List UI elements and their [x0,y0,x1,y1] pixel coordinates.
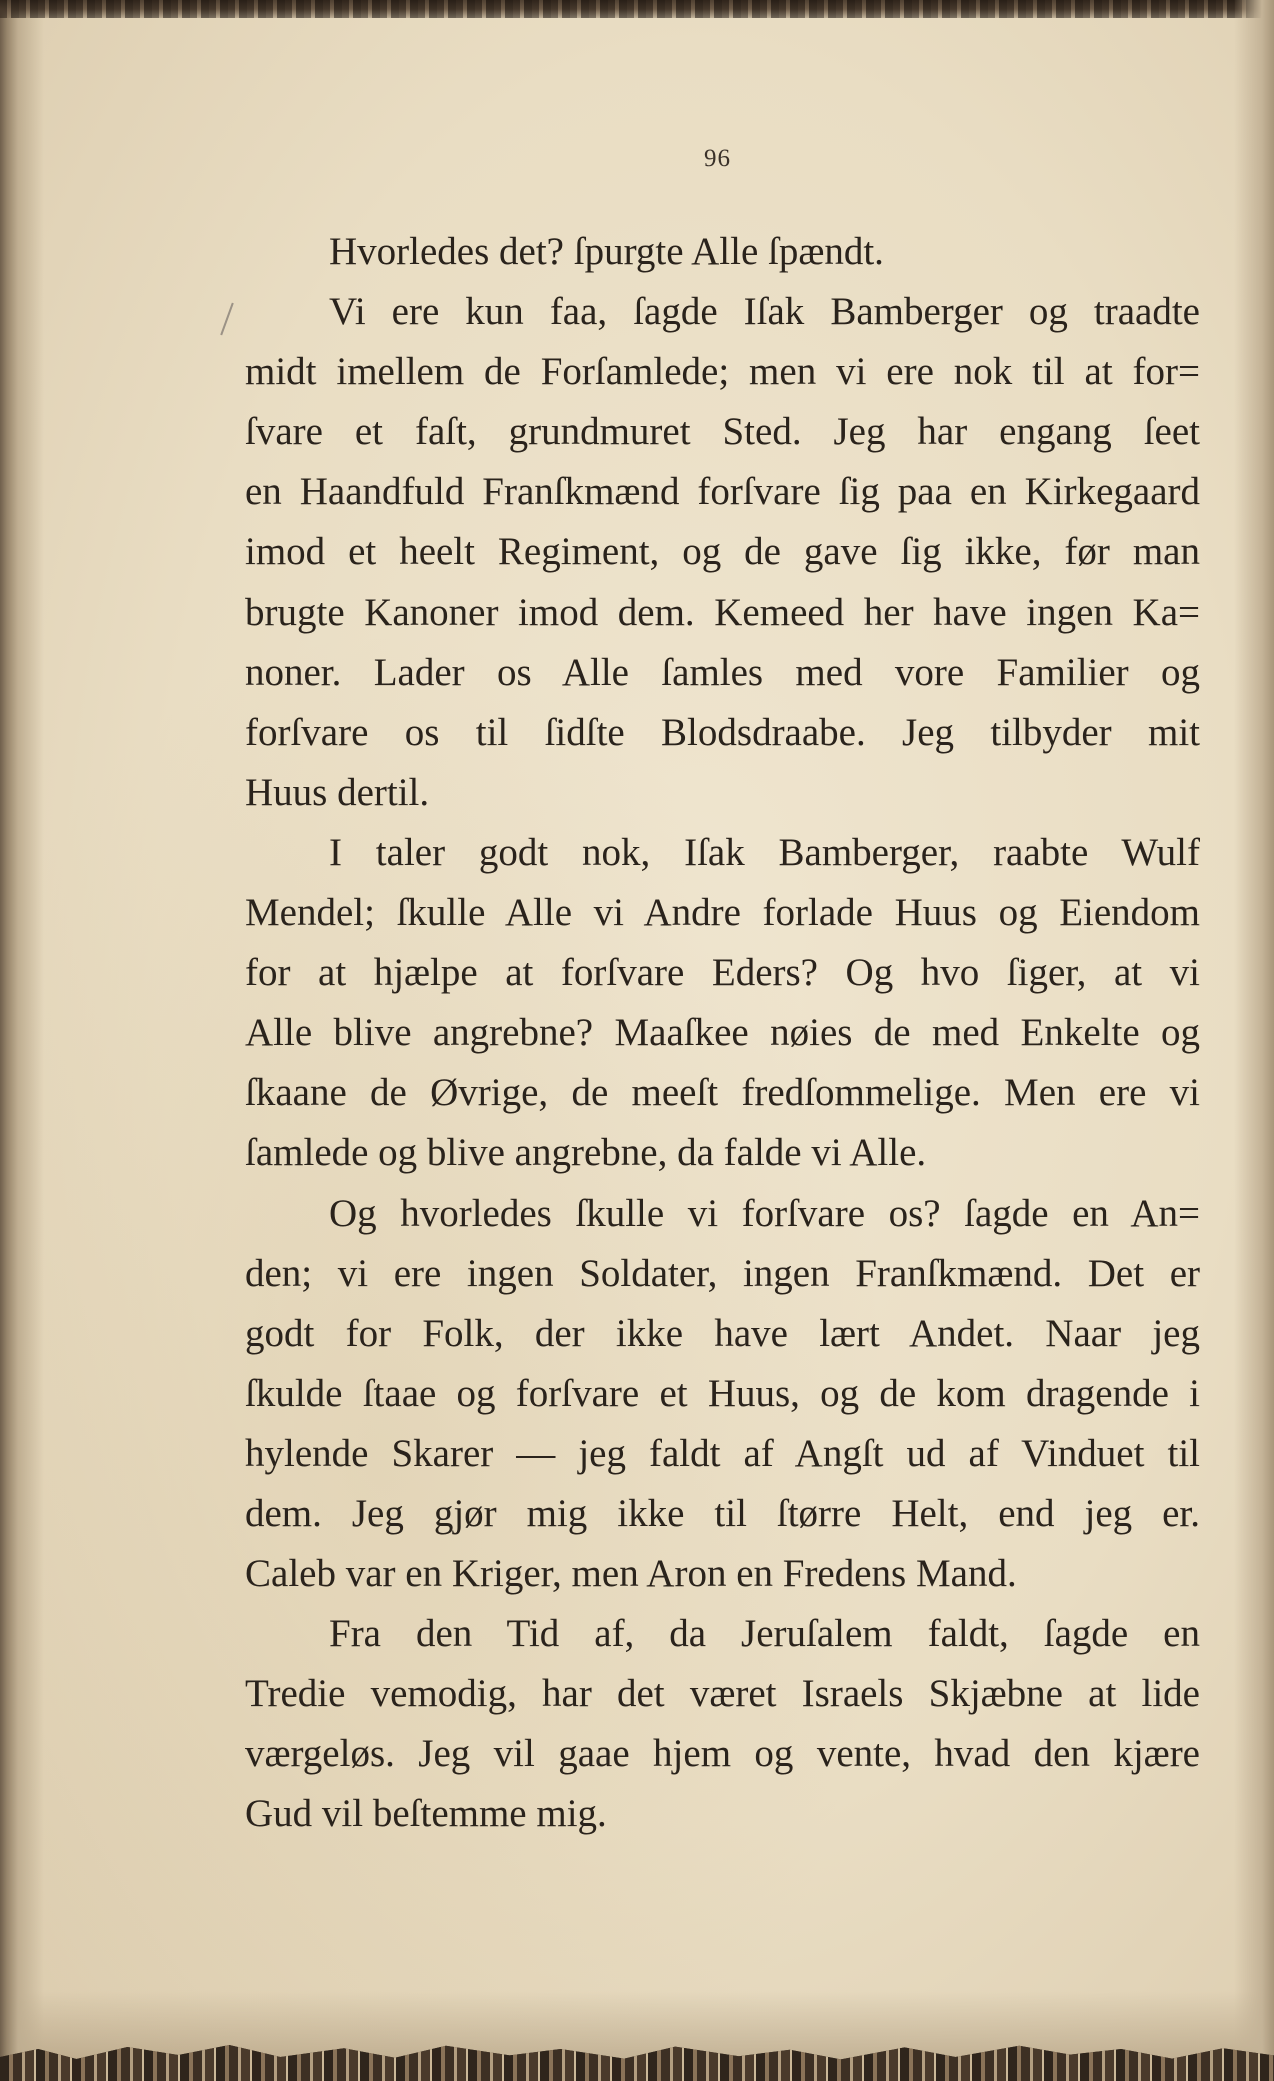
text-line: brugte Kanoner imod dem. Kemeed her have ingen Ka= [245,590,1200,634]
text-line: Alle blive angrebne? Maaſkee nøies de med Enkelte og [245,1011,1200,1055]
text-line: ſamlede og blive angrebne, da falde vi Alle. [245,1131,927,1175]
page-right-edge [1234,0,1274,2081]
paragraph-1 [245,222,1200,282]
text-line: Og hvorledes ſkulle vi forſvare os? ſagde en An= [329,1191,1200,1235]
text-line: Mendel; ſkulle Alle vi Andre forlade Huus og Eiendom [245,891,1200,935]
paragraph-3 [245,823,1200,1184]
text-line: en Haandfuld Franſkmænd forſvare ſig paa en Kirkegaard [245,470,1200,514]
text-line: imod et heelt Regiment, og de gave ſig ikke, før man [245,530,1200,574]
page-binding-shadow [0,0,44,2081]
text-line: den; vi ere ingen Soldater, ingen Franſkmænd. Det er [245,1251,1200,1295]
text-line: ſvare et faſt, grundmuret Sted. Jeg har engang ſeet [245,410,1200,454]
page-number: 96 [704,145,731,172]
page-top-edge [0,0,1274,18]
text-line: ſkulde ſtaae og forſvare et Huus, og de kom dragende i [245,1371,1200,1415]
text-line: Huus dertil. [245,770,430,814]
text-line: Caleb var en Kriger, men Aron en Fredens Mand. [245,1552,1017,1596]
text-line: Tredie vemodig, har det været Israels Skjæbne at lide [245,1672,1200,1716]
pencil-margin-mark [220,303,234,336]
text-line: Vi ere kun faa, ſagde Iſak Bamberger og traadte [329,290,1200,334]
text-line: for at hjælpe at forſvare Eders? Og hvo ſiger, at vi [245,951,1200,995]
paragraph-2 [245,282,1200,823]
paragraph-5 [245,1604,1200,1844]
text-line: Gud vil beſtemme mig. [245,1792,607,1836]
text-line: ſkaane de Øvrige, de meeſt fredſommelige. Men ere vi [245,1071,1200,1115]
paragraph-4 [245,1184,1200,1605]
text-line: midt imellem de Forſamlede; men vi ere nok til at for= [245,350,1200,394]
text-line: dem. Jeg gjør mig ikke til ſtørre Helt, end jeg er. [245,1491,1200,1535]
text-line: Fra den Tid af, da Jeruſalem faldt, ſagde en [329,1612,1200,1656]
text-line: værgeløs. Jeg vil gaae hjem og vente, hvad den kjære [245,1732,1200,1776]
body-text [245,222,1200,1845]
text-line: noner. Lader os Alle ſamles med vore Familier og [245,650,1200,694]
text-line: hylende Skarer — jeg faldt af Angſt ud af Vinduet til [245,1431,1200,1475]
text-line: Hvorledes det? ſpurgte Alle ſpændt. [329,230,884,273]
text-line: forſvare os til ſidſte Blodsdraabe. Jeg tilbyder mit [245,710,1200,754]
text-line: godt for Folk, der ikke have lært Andet. Naar jeg [245,1311,1200,1355]
text-line: I taler godt nok, Iſak Bamberger, raabte Wulf [329,830,1200,874]
